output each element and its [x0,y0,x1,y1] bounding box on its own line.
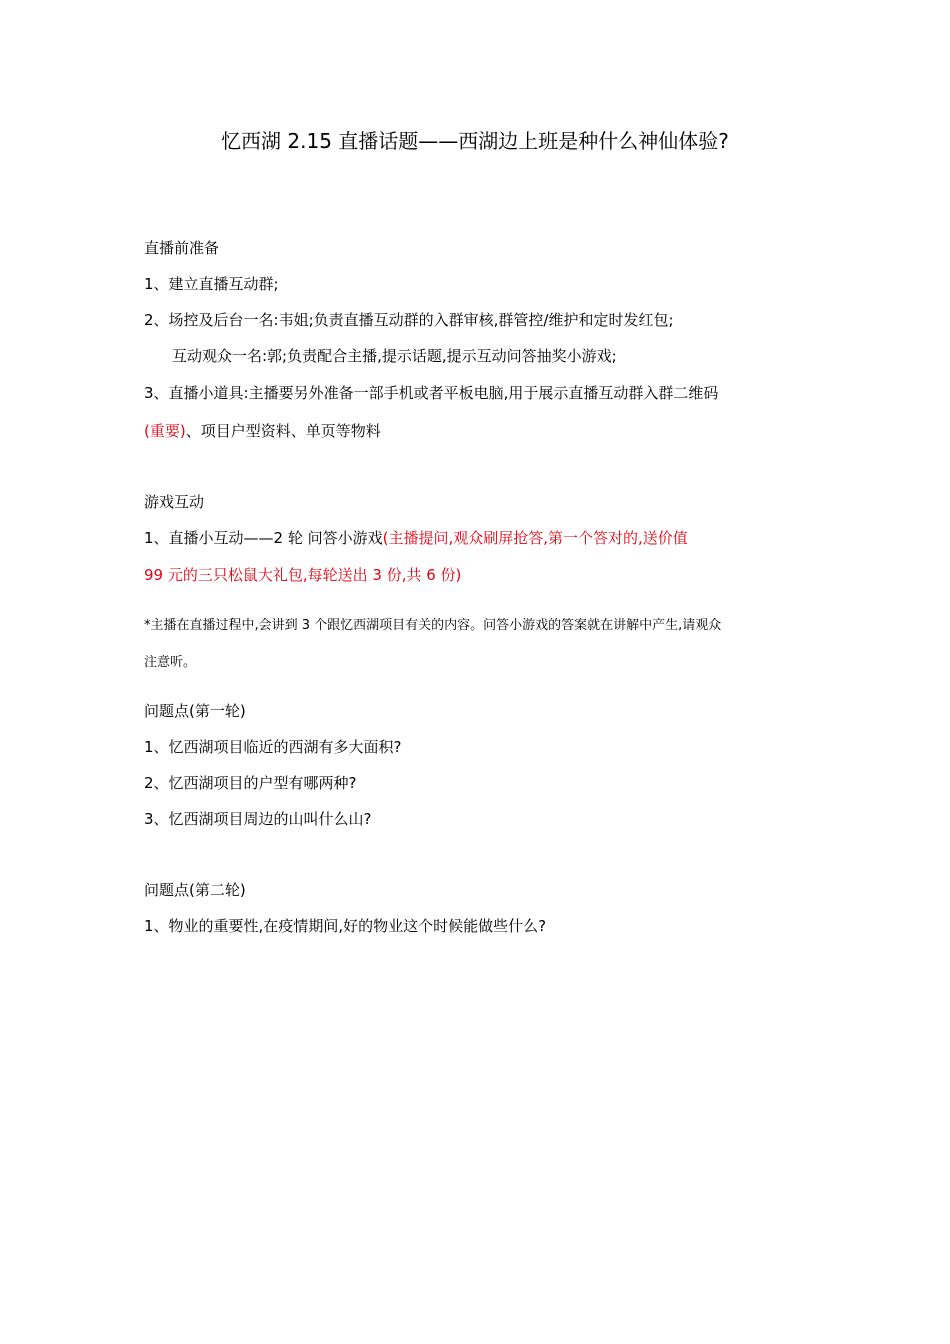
round-1-heading: 问题点(第一轮) [144,702,246,720]
game-item-1-text: 1、直播小互动——2 轮 问答小游戏 [144,529,383,547]
game-note-line-1: *主播在直播过程中,会讲到 3 个跟忆西湖项目有关的内容。问答小游戏的答案就在讲解中产生,请观众 [144,618,722,633]
prep-item-2: 2、场控及后台一名:韦姐;负责直播互动群的入群审核,群管控/维护和定时发红包; [144,311,674,329]
prep-item-3-continued [144,419,381,443]
game-prize-note: (主播提问,观众刷屏抢答,第一个答对的,送价值 [382,529,688,547]
game-item-1 [144,526,688,550]
prep-item-1: 1、建立直播互动群; [144,275,279,293]
document-title: 忆西湖 2.15 直播话题——西湖边上班是种什么神仙体验? [221,129,729,153]
prep-item-3: 3、直播小道具:主播要另外准备一部手机或者平板电脑,用于展示直播互动群入群二维码 [144,384,719,402]
round-2-question-1: 1、物业的重要性,在疫情期间,好的物业这个时候能做些什么? [144,917,547,935]
game-heading: 游戏互动 [144,493,205,511]
round-1-question-2: 2、忆西湖项目的户型有哪两种? [144,774,357,792]
prep-item-3-rest: 、项目户型资料、单页等物料 [185,422,381,440]
round-1-question-1: 1、忆西湖项目临近的西湖有多大面积? [144,738,402,756]
round-2-heading: 问题点(第二轮) [144,881,246,899]
game-prize-note-continued: 99 元的三只松鼠大礼包,每轮送出 3 份,共 6 份) [144,566,462,584]
prep-item-2-continued: 互动观众一名:郭;负责配合主播,提示话题,提示互动问答抽奖小游戏; [172,347,617,365]
important-note: (重要) [144,422,186,440]
prep-heading: 直播前准备 [144,239,220,257]
game-note-line-2: 注意听。 [144,655,197,670]
round-1-question-3: 3、忆西湖项目周边的山叫什么山? [144,810,372,828]
